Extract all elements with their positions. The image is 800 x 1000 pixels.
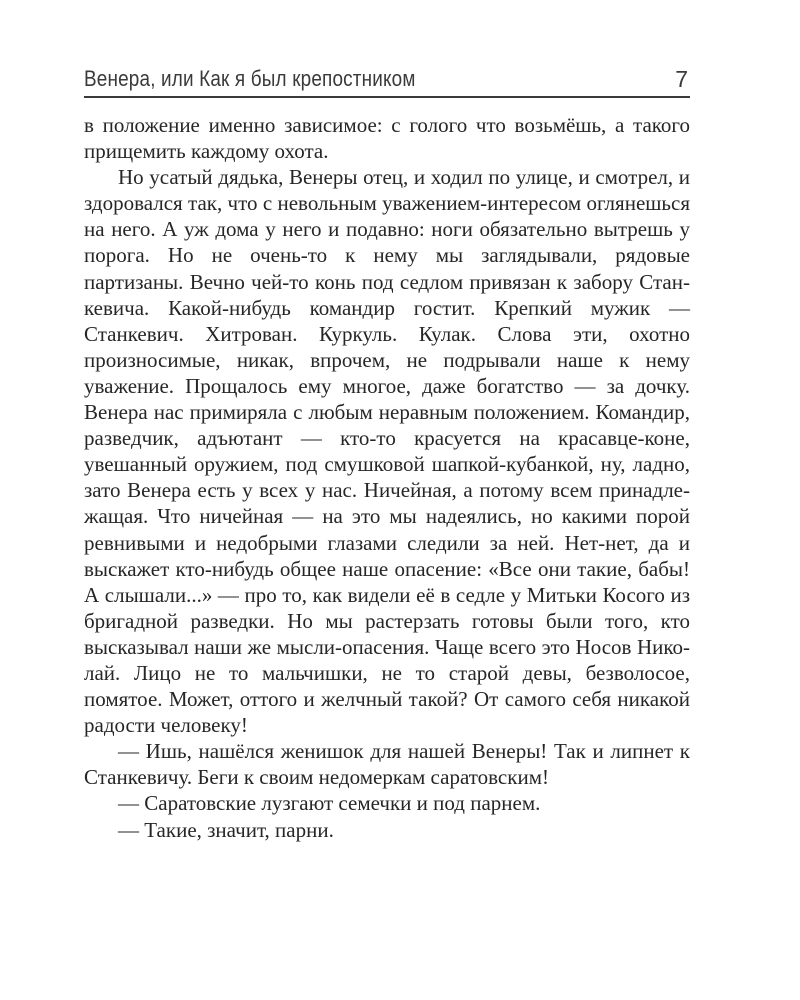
paragraph: Но усатый дядька, Венеры отец, и ходил по улице, и смотрел, и здоровался так, что с невольным уважением-интересом оглянешься на него. А уж дома у него и подавно: ноги обязательно вытрешь у порога. Но не очень-то к нему мы заглядывали, рядовые партизаны. Вечно чей-то конь под седлом привязан к забору Станкевича. Какой-нибудь командир гостит. Крепкий мужик — Станкевич. Хитрован. Куркуль. Кулак. Слова эти, охотно произносимые, никак, впрочем, не подрывали наше к нему уважение. Прощалось ему многое, даже богатство — за дочку. Венера нас примиряла с любым неравным положением. Командир, разведчик, адъютант — кто-то красуется на красавце-коне, увешанный оружием, под смушковой шапкой-кубанкой, ну, ладно, зато Венера есть у всех у нас. Ничейная, а потому всем принадлежащая. Что ничейная — на это мы надеялись, но какими порой ревнивыми и недобрыми глазами следили за ней. Нет-нет, да и выскажет кто-нибудь общее наше опасение: «Все они такие, бабы! А слышали...» — про то, как видели её в седле у Митьки Косого из бригадной разведки. Но мы растерзать готовы были того, кто высказывал наши же мысли-опасения. Чаще всего это Носов Николай. Лицо не то мальчишки, не то старой девы, безволосое, помятое. Может, оттого и желчный такой? От самого себя никакой радости человеку! [84, 165, 690, 738]
paragraph: в положение именно зависимое: с голого что возьмёшь, а такого прищемить каждому охота. [84, 113, 690, 164]
page-header [84, 58, 690, 98]
dialogue-line: — Такие, значит, парни. [118, 817, 334, 842]
page-number: 7 [675, 66, 688, 92]
dialogue-line: — Ишь, нашёлся женишок для нашей Венеры! Так и липнет к Станкевичу. Беги к своим недомеркам саратовским! [84, 739, 690, 790]
dialogue-line: — Саратовские лузгают семечки и под парнем. [118, 791, 541, 816]
body-text [84, 112, 690, 843]
running-title: Венера, или Как я был крепостником [84, 66, 416, 91]
book-page [84, 58, 690, 843]
